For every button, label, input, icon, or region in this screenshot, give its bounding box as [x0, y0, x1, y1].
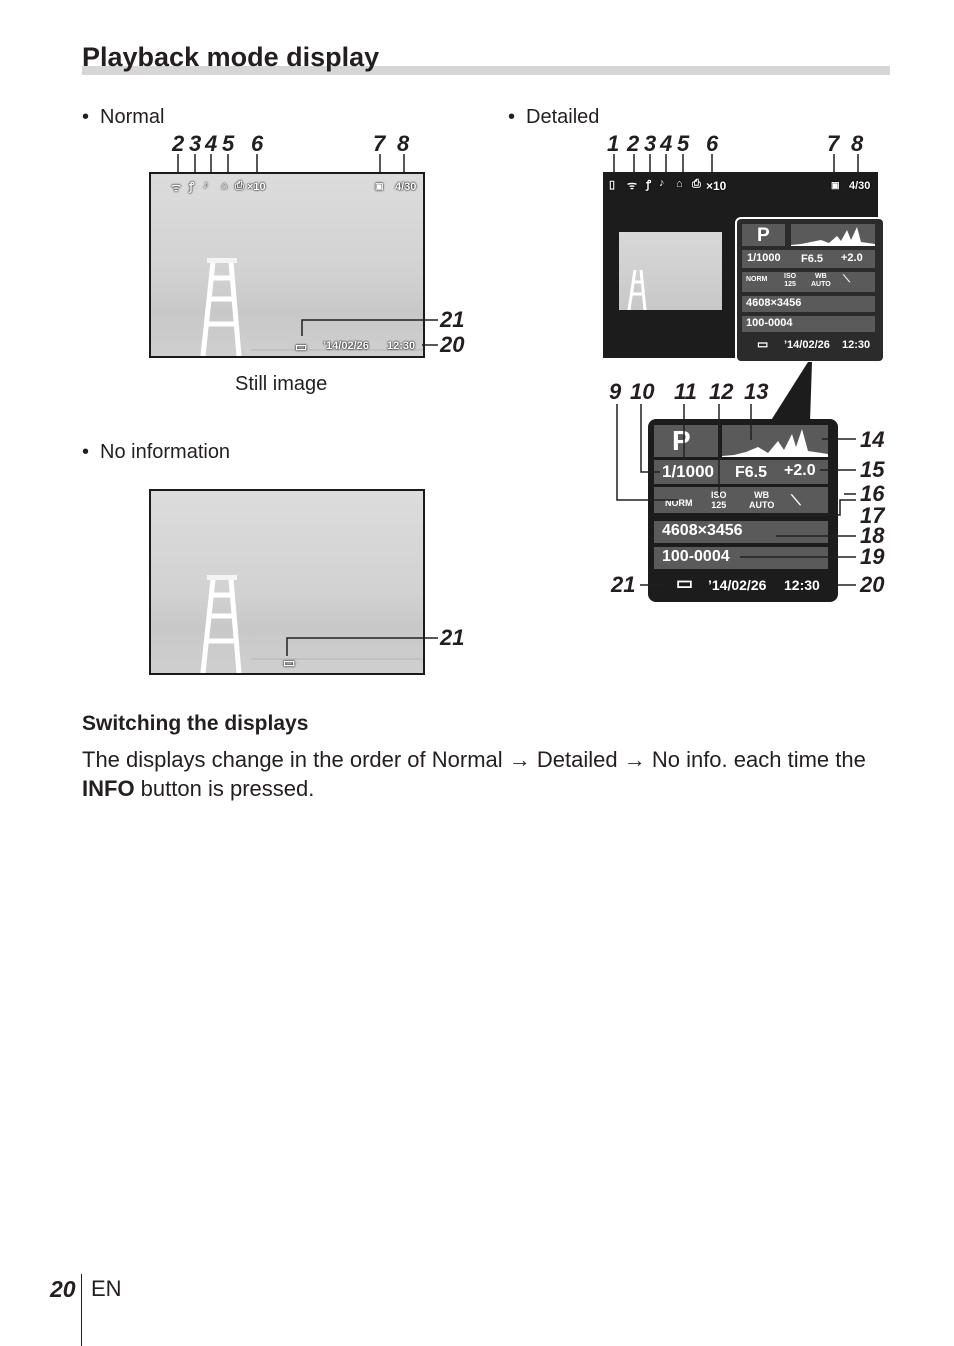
- wb-label: WB: [754, 490, 770, 500]
- time-stamp: 12:30: [387, 340, 416, 352]
- body-paragraph: [82, 745, 872, 803]
- callout-number: 4: [660, 131, 673, 156]
- time-stamp: 12:30: [784, 577, 820, 593]
- print-reserve-icon: ⎙: [235, 180, 244, 192]
- iso-indicator: [784, 273, 796, 289]
- callout-number: 4: [205, 131, 218, 156]
- eyefi-icon: ꝭ: [189, 181, 195, 193]
- battery-icon: ▯: [609, 179, 616, 191]
- callout-number: 7: [373, 131, 386, 156]
- callout-number: 21: [611, 572, 636, 597]
- wifi-icon: ᯤ: [171, 182, 182, 194]
- card-icon: ▣: [375, 181, 384, 191]
- callout-number: 12: [709, 379, 734, 404]
- callout-number: 9: [609, 379, 622, 404]
- protect-icon: ⌂: [221, 180, 228, 192]
- callout-number: 21: [440, 625, 465, 650]
- info-panel-small: [735, 217, 885, 363]
- page-title: Playback mode display: [82, 42, 380, 72]
- callout-number: 1: [607, 131, 620, 156]
- metering-icon: ⟍: [791, 492, 801, 508]
- histogram: [791, 224, 875, 246]
- shutter-speed: 1/1000: [747, 252, 781, 264]
- exposure-comp: +2.0: [784, 462, 816, 479]
- callout-number: 13: [744, 379, 769, 404]
- frame-counter: 4/30: [849, 180, 871, 192]
- bullet-detailed-label: Detailed: [526, 106, 600, 128]
- callout-number: 16: [860, 481, 885, 506]
- callout-number: 17: [860, 503, 885, 528]
- callout-number: 20: [860, 572, 885, 597]
- time-stamp: 12:30: [842, 339, 871, 351]
- exposure-comp: +2.0: [841, 252, 863, 264]
- sound-icon: ♪: [659, 177, 665, 189]
- callout-number: 18: [860, 523, 885, 548]
- callout-number: 15: [860, 457, 885, 482]
- aperture: F6.5: [801, 253, 824, 265]
- callout-number: 5: [677, 131, 690, 156]
- wb-label: WB: [815, 273, 827, 280]
- language-code: EN: [91, 1276, 122, 1301]
- wifi-icon: ᯤ: [627, 180, 638, 192]
- callout-number: 5: [222, 131, 235, 156]
- thumbnail-photo: [619, 232, 722, 310]
- sound-icon: ♪: [203, 179, 209, 191]
- bullet-normal: • Normal: [82, 106, 165, 128]
- no-info-leader: [280, 630, 450, 660]
- frame-counter: 4/30: [395, 181, 417, 193]
- callout-number: 6: [251, 131, 264, 156]
- sequence-icon: ▭: [283, 655, 296, 670]
- callout-number: 14: [860, 427, 885, 452]
- callout-number: 11: [674, 379, 697, 404]
- protect-icon: ⌂: [676, 178, 683, 190]
- callout-number: 6: [706, 131, 719, 156]
- iso-value: 125: [784, 281, 796, 288]
- callout-number: 2: [627, 131, 640, 156]
- iso-value: 125: [711, 500, 727, 510]
- paragraph-text-2: button is pressed.: [134, 776, 315, 801]
- file-number: 100-0004: [746, 317, 793, 329]
- resolution: 4608×3456: [662, 522, 743, 539]
- paragraph-text-1: The displays change in the order of Normal → Detailed → No info. each time the: [82, 747, 866, 772]
- file-number: 100-0004: [662, 548, 730, 565]
- normal-bottom-leaders: [290, 310, 440, 360]
- sequence-icon: ▭: [676, 573, 694, 593]
- wb-value: AUTO: [811, 281, 831, 288]
- callout-number: 8: [851, 131, 864, 156]
- callout-number: 10: [630, 379, 655, 404]
- quality: NORM: [665, 498, 693, 508]
- detailed-screen: [603, 172, 878, 358]
- print-reserve-icon: ⎙: [692, 178, 701, 190]
- enlarged-leader-lines: [600, 400, 900, 600]
- bullet-no-info: • No information: [82, 441, 231, 463]
- callout-number: 7: [827, 131, 840, 156]
- callout-number: 21: [440, 307, 465, 332]
- section-heading: Switching the displays: [82, 712, 309, 735]
- print-count: ×10: [706, 179, 727, 193]
- wb-indicator: [811, 273, 831, 289]
- callout-number: 8: [397, 131, 410, 156]
- print-count: ×10: [247, 181, 266, 193]
- callout-number: 2: [172, 131, 185, 156]
- still-image-caption: Still image: [235, 373, 328, 395]
- bullet-normal-label: Normal: [100, 106, 165, 128]
- shooting-mode: P: [757, 225, 770, 246]
- callout-number: 3: [644, 131, 657, 156]
- metering-icon: ⟍: [843, 274, 850, 285]
- shutter-speed: 1/1000: [662, 462, 714, 481]
- quality: NORM: [746, 276, 768, 283]
- resolution: 4608×3456: [746, 297, 802, 309]
- iso-label: ISO: [784, 273, 797, 280]
- date-stamp: ’14/02/26: [784, 339, 830, 351]
- card-icon: ▣: [831, 180, 840, 190]
- info-button-name: INFO: [82, 776, 135, 801]
- iso-label: ISO: [711, 490, 727, 500]
- callout-number: 19: [860, 544, 885, 569]
- date-stamp: ’14/02/26: [708, 577, 767, 593]
- wb-value: AUTO: [749, 500, 775, 510]
- shooting-mode: P: [672, 425, 691, 456]
- footer-divider: [81, 1274, 82, 1346]
- bullet-no-info-label: No information: [100, 441, 231, 463]
- sequence-icon: ▭: [757, 337, 769, 351]
- date-stamp: ’14/02/26: [323, 340, 369, 352]
- callout-number: 3: [189, 131, 202, 156]
- eyefi-icon: ꝭ: [646, 179, 652, 191]
- bullet-detailed: • Detailed: [508, 106, 600, 128]
- sequence-icon: ▭: [295, 339, 308, 354]
- callout-number: 20: [440, 332, 465, 357]
- aperture: F6.5: [735, 464, 768, 481]
- page-number: 20: [50, 1276, 76, 1302]
